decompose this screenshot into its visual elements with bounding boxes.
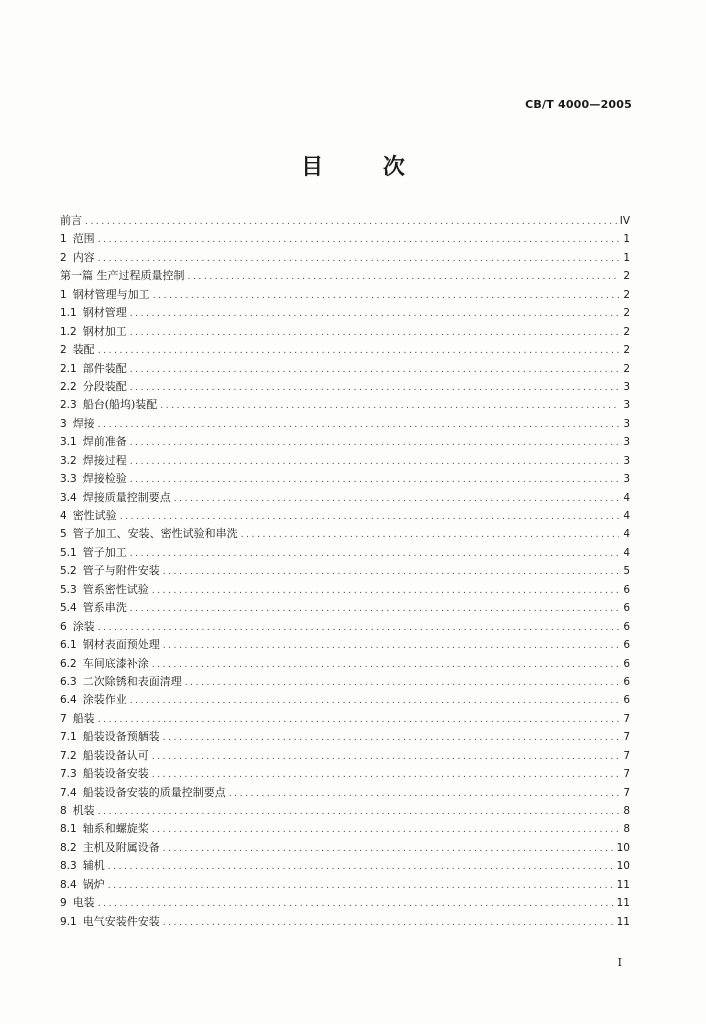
toc-entry-page: 7	[623, 786, 630, 799]
toc-leader-dots	[98, 342, 619, 360]
toc-entry-number: 1.1	[60, 307, 77, 320]
toc-entry	[60, 655, 630, 673]
toc-entry	[60, 765, 630, 783]
toc-entry	[60, 913, 630, 931]
toc-entry-page: 2	[623, 270, 630, 283]
toc-entry-title: 密性试验	[72, 509, 117, 522]
toc-leader-dots	[98, 711, 619, 729]
toc-entry-number: 8.4	[60, 878, 77, 891]
toc-entry-title: 船装设备预舾装	[82, 730, 160, 744]
toc-entry-number: 5.4	[60, 602, 77, 615]
toc-entry-page: 3	[623, 417, 630, 430]
toc-entry-page: 3	[623, 473, 630, 486]
toc-entry-title: 部件装配	[82, 361, 127, 375]
toc-leader-dots	[130, 471, 619, 489]
toc-entry-title: 管子加工、安装、密性试验和串洗	[72, 527, 238, 541]
toc-entry-title: 焊接检验	[82, 472, 127, 486]
toc-entry-page: 7	[623, 768, 630, 781]
toc-entry	[60, 728, 630, 746]
toc-leader-dots	[130, 361, 619, 379]
toc-entry	[60, 525, 630, 543]
page-number: I	[617, 956, 622, 969]
toc-entry	[60, 857, 630, 875]
toc-leader-dots	[160, 397, 619, 415]
toc-entry	[60, 267, 630, 285]
toc-entry-title: 焊接质量控制要点	[82, 490, 171, 504]
toc-entry-number: 8.3	[60, 860, 77, 873]
toc-entry-number: 7.3	[60, 768, 77, 781]
toc-leader-dots	[241, 526, 619, 544]
toc-entry-page: 7	[623, 712, 630, 725]
toc-entry-number: 2.1	[60, 362, 77, 375]
toc-entry-number: 9	[60, 897, 67, 910]
toc-entry	[60, 360, 630, 378]
toc-leader-dots	[174, 490, 619, 508]
toc-entry-page: 11	[616, 897, 630, 910]
toc-entry	[60, 820, 630, 838]
toc-entry-number: 2.3	[60, 399, 77, 412]
toc-entry-page: 3	[623, 399, 630, 412]
toc-entry-number: 3.4	[60, 491, 77, 504]
toc-entry-title: 锅炉	[82, 877, 105, 891]
toc-entry-title: 焊接	[72, 416, 95, 430]
toc-entry-page: 4	[623, 510, 630, 522]
toc-leader-dots	[130, 545, 619, 563]
toc-leader-dots	[163, 840, 614, 858]
toc-entry	[60, 415, 630, 433]
toc-entry-page: 5	[623, 565, 630, 578]
toc-entry-page: 10	[616, 841, 630, 854]
toc-entry-page: 4	[623, 491, 630, 504]
toc-entry-title: 船装	[72, 711, 95, 725]
toc-leader-dots	[152, 748, 619, 766]
toc-entry-number: 2	[60, 251, 67, 264]
toc-entry-number: 5.1	[60, 546, 77, 559]
toc-leader-dots	[120, 508, 619, 526]
toc-entry-title: 船台(船坞)装配	[82, 398, 158, 412]
toc-entry-number: 7.2	[60, 749, 77, 762]
toc-leader-dots	[152, 582, 619, 600]
toc-leader-dots	[163, 637, 619, 655]
toc-entry-title: 管子与附件安装	[82, 564, 160, 578]
toc-entry	[60, 562, 630, 580]
toc-entry-page: IV	[619, 215, 630, 227]
toc-entry-number: 6.2	[60, 657, 77, 670]
toc-entry-number: 3.1	[60, 436, 77, 449]
toc-entry	[60, 489, 630, 507]
toc-entry-page: 6	[623, 602, 630, 615]
toc-entry	[60, 341, 630, 359]
toc-leader-dots	[85, 213, 617, 231]
toc-entry-page: 1	[623, 233, 630, 246]
toc-entry-number: 1	[60, 233, 67, 246]
toc-entry-title: 船装设备认可	[82, 748, 149, 762]
toc-entry-title: 管子加工	[82, 545, 127, 559]
toc-entry-number: 6.4	[60, 694, 77, 707]
toc-entry-number: 6	[60, 620, 67, 633]
toc-entry-page: 2	[623, 288, 630, 301]
toc-entry-page: 1	[623, 251, 630, 264]
toc-entry	[60, 286, 630, 304]
toc-leader-dots	[163, 563, 619, 581]
toc-leader-dots	[130, 453, 619, 471]
toc-entry	[60, 249, 630, 267]
toc-entry-page: 6	[623, 639, 630, 652]
toc-entry-page: 6	[623, 620, 630, 633]
toc-leader-dots	[163, 914, 614, 932]
toc-entry	[60, 433, 630, 451]
toc-entry-title: 轴系和螺旋桨	[82, 822, 149, 836]
toc-entry-title: 机装	[72, 804, 95, 817]
toc-entry-number: 3	[60, 417, 67, 430]
toc-entry-title: 车间底漆补涂	[82, 656, 149, 670]
toc-entry	[60, 230, 630, 248]
toc-entry-page: 11	[616, 878, 630, 891]
toc-leader-dots	[98, 231, 619, 249]
toc-entry-title: 主机及附属设备	[82, 840, 160, 854]
toc-entry	[60, 507, 630, 525]
toc-entry-number: 5	[60, 528, 67, 541]
toc-entry-number: 7.4	[60, 786, 77, 799]
toc-entry-number: 8.2	[60, 841, 77, 854]
toc-entry	[60, 378, 630, 396]
toc-entry	[60, 876, 630, 894]
toc-entry-title: 涂装	[72, 619, 95, 633]
toc-entry-title: 船装设备安装	[82, 767, 149, 781]
toc-entry-page: 6	[623, 675, 630, 688]
toc-leader-dots	[98, 619, 619, 637]
toc-entry-page: 2	[623, 325, 630, 338]
toc-entry-page: 10	[616, 860, 630, 873]
toc-entry-page: 2	[623, 307, 630, 320]
standard-code: CB/T 4000—2005	[525, 98, 632, 111]
toc-entry	[60, 802, 630, 820]
toc-leader-dots	[98, 895, 614, 913]
toc-entry-title: 管系串洗	[82, 601, 127, 615]
toc-leader-dots	[153, 287, 619, 305]
toc-leader-dots	[130, 600, 619, 618]
toc-leader-dots	[130, 692, 619, 710]
toc-entry	[60, 618, 630, 636]
toc-entry-title: 钢材管理	[82, 306, 127, 320]
toc-entry-page: 6	[623, 583, 630, 596]
toc-entry-number: 5.2	[60, 565, 77, 578]
toc-leader-dots	[152, 656, 619, 674]
toc-entry-title: 电装	[72, 896, 95, 910]
toc-entry	[60, 710, 630, 728]
toc-entry	[60, 747, 630, 765]
toc-entry	[60, 212, 630, 230]
toc-entry-number: 1.2	[60, 325, 77, 338]
toc-entry-page: 3	[623, 454, 630, 467]
toc-entry-number: 6.1	[60, 639, 77, 652]
toc-entry	[60, 636, 630, 654]
toc-entry-number: 7	[60, 712, 67, 725]
toc-entry-number: 3.2	[60, 454, 77, 467]
toc-leader-dots	[108, 877, 614, 895]
page-title: 目 次	[301, 155, 431, 180]
toc-entry-page: 8	[623, 805, 630, 817]
toc-entry-title: 电气安装件安装	[82, 914, 160, 928]
toc-leader-dots	[98, 250, 619, 268]
toc-entry-title: 内容	[72, 250, 95, 264]
toc-leader-dots	[98, 803, 619, 821]
toc-entry-number: 7.1	[60, 731, 77, 744]
toc-entry-page: 11	[616, 915, 630, 928]
toc-entry-title: 涂装作业	[82, 693, 127, 707]
toc-leader-dots	[98, 416, 619, 434]
toc-entry-page: 3	[623, 380, 630, 393]
toc-entry	[60, 544, 630, 562]
toc-leader-dots	[229, 785, 619, 803]
toc-leader-dots	[152, 821, 619, 839]
toc-entry-title: 第一篇 生产过程质量控制	[60, 269, 185, 283]
toc-entry-page: 7	[623, 749, 630, 762]
toc-leader-dots	[185, 674, 619, 692]
toc-entry-number: 8	[60, 805, 67, 817]
toc-leader-dots	[108, 858, 614, 876]
toc-entry-title: 装配	[72, 343, 95, 357]
toc-entry	[60, 396, 630, 414]
toc-entry-number: 9.1	[60, 915, 77, 928]
toc-leader-dots	[163, 729, 619, 747]
toc-entry-number: 2.2	[60, 380, 77, 393]
toc-entry-page: 6	[623, 657, 630, 670]
toc-entry-title: 船装设备安装的质量控制要点	[82, 785, 226, 799]
toc-leader-dots	[130, 324, 619, 342]
toc-leader-dots	[130, 379, 619, 397]
toc-entry	[60, 673, 630, 691]
toc-entry-number: 1	[60, 288, 67, 301]
toc-entry-title: 管系密性试验	[82, 582, 149, 596]
toc-entry-title: 钢材管理与加工	[72, 287, 150, 301]
toc-entry-page: 4	[623, 546, 630, 559]
toc-leader-dots	[188, 268, 620, 286]
toc-entry-page: 3	[623, 436, 630, 449]
toc-entry-number: 6.3	[60, 675, 77, 688]
toc-entry	[60, 894, 630, 912]
toc-entry-page: 7	[623, 731, 630, 744]
toc-entry-number: 4	[60, 510, 67, 522]
toc-entry-number: 5.3	[60, 583, 77, 596]
toc-entry-title: 钢材加工	[82, 324, 127, 338]
toc-entry-title: 范围	[72, 232, 95, 246]
toc-entry	[60, 581, 630, 599]
table-of-contents	[60, 212, 630, 931]
toc-entry	[60, 691, 630, 709]
toc-entry-title: 焊前准备	[82, 435, 127, 449]
toc-entry-title: 分段装配	[82, 379, 127, 393]
toc-entry-number: 8.1	[60, 823, 77, 836]
toc-entry	[60, 599, 630, 617]
toc-entry-number: 3.3	[60, 473, 77, 486]
toc-entry-page: 8	[623, 823, 630, 836]
toc-entry-page: 6	[623, 694, 630, 707]
toc-entry-title: 焊接过程	[82, 453, 127, 467]
toc-entry-title: 二次除锈和表面清理	[82, 674, 182, 688]
toc-entry	[60, 323, 630, 341]
toc-entry	[60, 839, 630, 857]
toc-entry-page: 2	[623, 362, 630, 375]
toc-entry-title: 辅机	[82, 859, 105, 873]
toc-entry-page: 4	[623, 528, 630, 541]
toc-entry-title: 钢材表面预处理	[82, 638, 160, 652]
toc-entry-page: 2	[623, 344, 630, 357]
toc-leader-dots	[130, 305, 619, 323]
toc-entry-number: 2	[60, 344, 67, 357]
toc-entry-title: 前言	[60, 214, 82, 227]
toc-leader-dots	[130, 434, 619, 452]
toc-entry	[60, 470, 630, 488]
toc-entry	[60, 784, 630, 802]
toc-leader-dots	[152, 766, 619, 784]
toc-entry	[60, 452, 630, 470]
toc-entry	[60, 304, 630, 322]
